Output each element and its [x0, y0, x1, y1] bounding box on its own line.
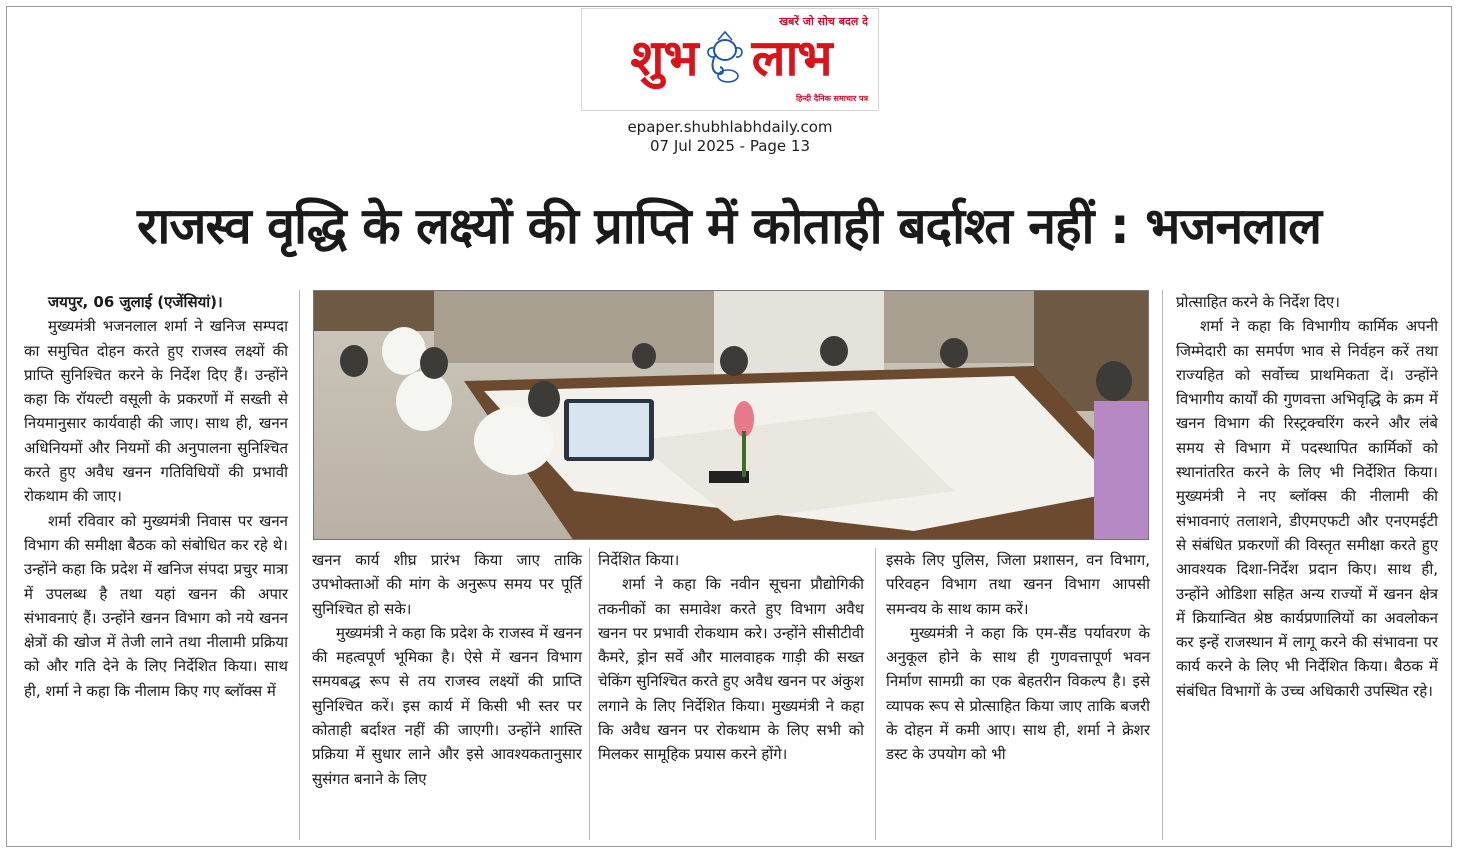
column-divider: [875, 548, 876, 840]
article-column-5: [1176, 290, 1438, 703]
article-headline: राजस्व वृद्धि के लक्ष्यों की प्राप्ति में कोताही बर्दाश्त नहीं : भजनलाल: [136, 197, 1322, 255]
masthead-tagline: खबरें जो सोच बदल दे: [779, 15, 868, 28]
masthead-logo: [588, 27, 874, 89]
article-paragraph: मुख्यमंत्री ने कहा कि एम-सैंड पर्यावरण के अनुकूल होने के साथ ही गुणवत्तापूर्ण भवन निर्माण सामग्री का एक बेहतरीन विकल्प है। इसे व्यापक रूप से प्रोत्साहित किया जाए ताकि बजरी के दोहन में कमी आए। साथ ही, शर्मा ने क्रेशर डस्ट के उपयोग को भी: [886, 623, 1150, 764]
masthead-name-left: शुभ: [630, 28, 698, 87]
article-dateline: जयपुर, 06 जुलाई (एजेंसियां)।: [48, 293, 223, 311]
masthead: [581, 8, 879, 111]
article-paragraph: मुख्यमंत्री ने कहा कि प्रदेश के राजस्व में खनन की महत्वपूर्ण भूमिका है। ऐसे में खनन विभाग समयबद्ध रूप से तय राजस्व लक्ष्यों की प्राप्ति सुनिश्चित करें। इस कार्य में किसी भी स्तर पर कोताही बर्दाश्त नहीं की जाएगी। उन्होंने शास्ति प्रक्रिया में सुधार लाने और इसे आवश्यकतानुसार सुसंगत बनाने के लिए: [312, 623, 582, 788]
meeting-photo: [313, 290, 1149, 540]
column-divider: [589, 548, 590, 840]
ganesh-emblem-icon: [702, 30, 748, 86]
article-column-1: [24, 290, 288, 703]
article-paragraph: प्रोत्साहित करने के निर्देश दिए।: [1176, 293, 1340, 311]
article-paragraph: इसके लिए पुलिस, जिला प्रशासन, वन विभाग, परिवहन विभाग तथा खनन विभाग आपसी समन्वय के साथ काम करें।: [886, 551, 1150, 618]
column-divider: [299, 290, 300, 840]
source-date-page: 07 Jul 2025 - Page 13: [649, 137, 810, 155]
masthead-subtitle: हिन्दी दैनिक समाचार पत्र: [795, 94, 868, 103]
article-paragraph: खनन कार्य शीघ्र प्रारंभ किया जाए ताकि उपभोक्ताओं की मांग के अनुरूप समय पर पूर्ति सुनिश्चित हो सके।: [312, 551, 582, 618]
article-paragraph: मुख्यमंत्री भजनलाल शर्मा ने खनिज सम्पदा का समुचित दोहन करते हुए राजस्व लक्ष्यों की प्राप्ति सुनिश्चित करने के निर्देश दिए हैं। उन्होंने कहा कि रॉयल्टी वसूली के प्रकरणों में सख्ती से नियमानुसार कार्यवाही की जाए। साथ ही, खनन अधिनियमों और नियमों की अनुपालना सुनिश्चित करते हुए अवैध खनन गतिविधियों की प्रभावी रोकथाम की जाए।: [24, 317, 288, 506]
article-paragraph: निर्देशित किया।: [598, 551, 680, 569]
article-column-4: [886, 548, 1150, 767]
article-paragraph: शर्मा ने कहा कि नवीन सूचना प्रौद्योगिकी तकनीकों का समावेश करते हुए विभाग अवैध खनन पर प्रभावी रोकथाम करे। उन्होंने सीसीटीवी कैमरे, ड्रोन सर्वे और मालवाहक गाड़ी की सख्त चेकिंग सुनिश्चित करते हुए अवैध खनन पर अंकुश लगाने के लिए निर्देशित किया। मुख्यमंत्री ने कहा कि अवैध खनन पर रोकथाम के लिए सभी को मिलकर सामूहिक प्रयास करने होंगे।: [598, 575, 864, 764]
source-site: epaper.shubhlabhdaily.com: [627, 118, 833, 136]
source-info: [540, 118, 920, 156]
article-column-2: [312, 548, 582, 791]
article-paragraph: शर्मा रविवार को मुख्यमंत्री निवास पर खनन विभाग की समीक्षा बैठक को संबोधित कर रहे थे। उन्होंने कहा कि प्रदेश में खनिज संपदा प्रचुर मात्रा में उपलब्ध है तथा यहां खनन की अपार संभावनाएं हैं। उन्होंने खनन विभाग को नये खनन क्षेत्रों की खोज में तेजी लाने तथा नीलामी प्रक्रिया को और गति देने के लिए निर्देशित किया। साथ ही, शर्मा ने कहा कि नीलाम किए गए ब्लॉक्स में: [24, 511, 288, 700]
masthead-name-right: लाभ: [751, 28, 832, 87]
column-divider: [1162, 290, 1163, 840]
article-column-3: [598, 548, 864, 767]
article-paragraph: शर्मा ने कहा कि विभागीय कार्मिक अपनी जिम्मेदारी का समर्पण भाव से निर्वहन करें तथा राज्यहित को सर्वोच्च प्राथमिकता दें। उन्होंने विभागीय कार्यों की गुणवत्ता अभिवृद्धि के क्रम में खनन विभाग की रिस्ट्रक्चरिंग करने और लंबे समय से विभाग में पदस्थापित कार्मिकों को स्थानांतरित करने के लिए भी निर्देशित किया। मुख्यमंत्री ने नए ब्लॉक्स की नीलामी की संभावनाएं तलाशने, डीएमएफटी और एनएमईटी से संबंधित प्रकरणों की विस्तृत समीक्षा करते हुए आवश्यक दिशा-निर्देश प्रदान किए। साथ ही, उन्होंने ओडिशा सहित अन्य राज्यों में खनन क्षेत्र में क्रियान्वित श्रेष्ठ कार्यप्रणालियों का अवलोकन कर इन्हें राजस्थान में लागू करने की संभावना पर कार्य करने के लिए भी निर्देशित किया। बैठक में संबंधित विभागों के उच्च अधिकारी उपस्थित रहे।: [1176, 317, 1438, 700]
